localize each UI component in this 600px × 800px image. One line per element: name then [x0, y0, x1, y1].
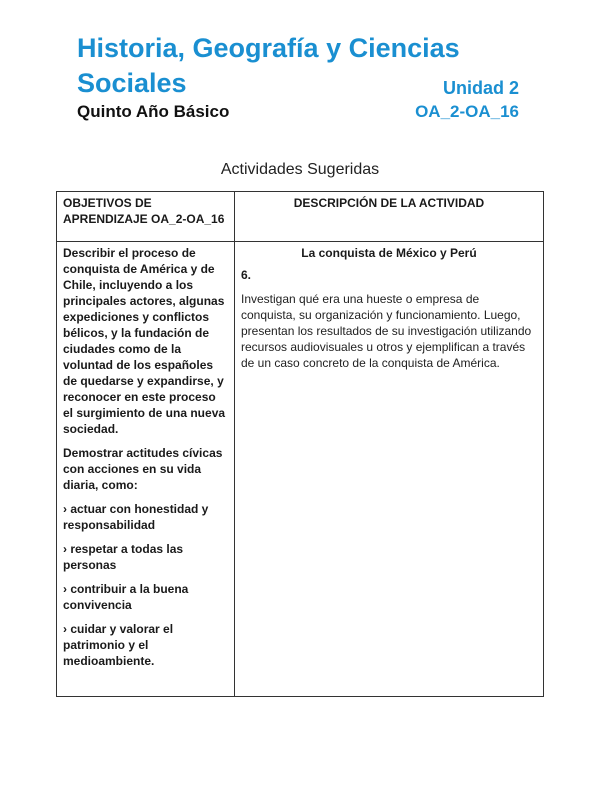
objective-bullet: › actuar con honestidad y responsabilidad [63, 502, 209, 532]
table-header-row [57, 192, 544, 242]
document-title-line2: Sociales [77, 68, 187, 98]
objectives-cell [57, 242, 235, 697]
objective-codes: OA_2-OA_16 [415, 102, 519, 121]
activity-cell [235, 242, 544, 697]
activities-table [56, 191, 544, 697]
grade-label: Quinto Año Básico [77, 102, 230, 121]
activity-title: La conquista de México y Perú [301, 246, 477, 260]
activity-number: 6. [241, 268, 252, 282]
objectives-header: OBJETIVOS DE APRENDIZAJE OA_2-OA_16 [57, 192, 235, 242]
unit-label: Unidad 2 [442, 78, 519, 98]
document-title-line1: Historia, Geografía y Ciencias [77, 33, 460, 63]
objective-bullet: › contribuir a la buena convivencia [63, 582, 189, 612]
objective-text: Demostrar actitudes cívicas con acciones en su vida diaria, como: [63, 446, 223, 492]
table-row [57, 242, 544, 697]
activity-description: Investigan qué era una hueste o empresa de conquista, su organización y funcionamiento. Luego, presentan los resultados de su investigación utilizando recursos audiovisuales u otros y ejemplifican a través de un caso concreto de la conquista de América. [241, 292, 532, 370]
objective-bullet: › cuidar y valorar el patrimonio y el medioambiente. [63, 622, 174, 668]
objective-text: Describir el proceso de conquista de América y de Chile, incluyendo a los principales actores, algunas expediciones y conflictos bélicos, y la fundación de ciudades como de la voluntad de los españoles de quedarse y expandirse, y reconocer en este proceso el surgimiento de una nueva sociedad. [63, 246, 226, 436]
description-header: DESCRIPCIÓN DE LA ACTIVIDAD [235, 192, 544, 242]
section-title: Actividades Sugeridas [220, 161, 380, 178]
objective-bullet: › respetar a todas las personas [63, 542, 184, 572]
